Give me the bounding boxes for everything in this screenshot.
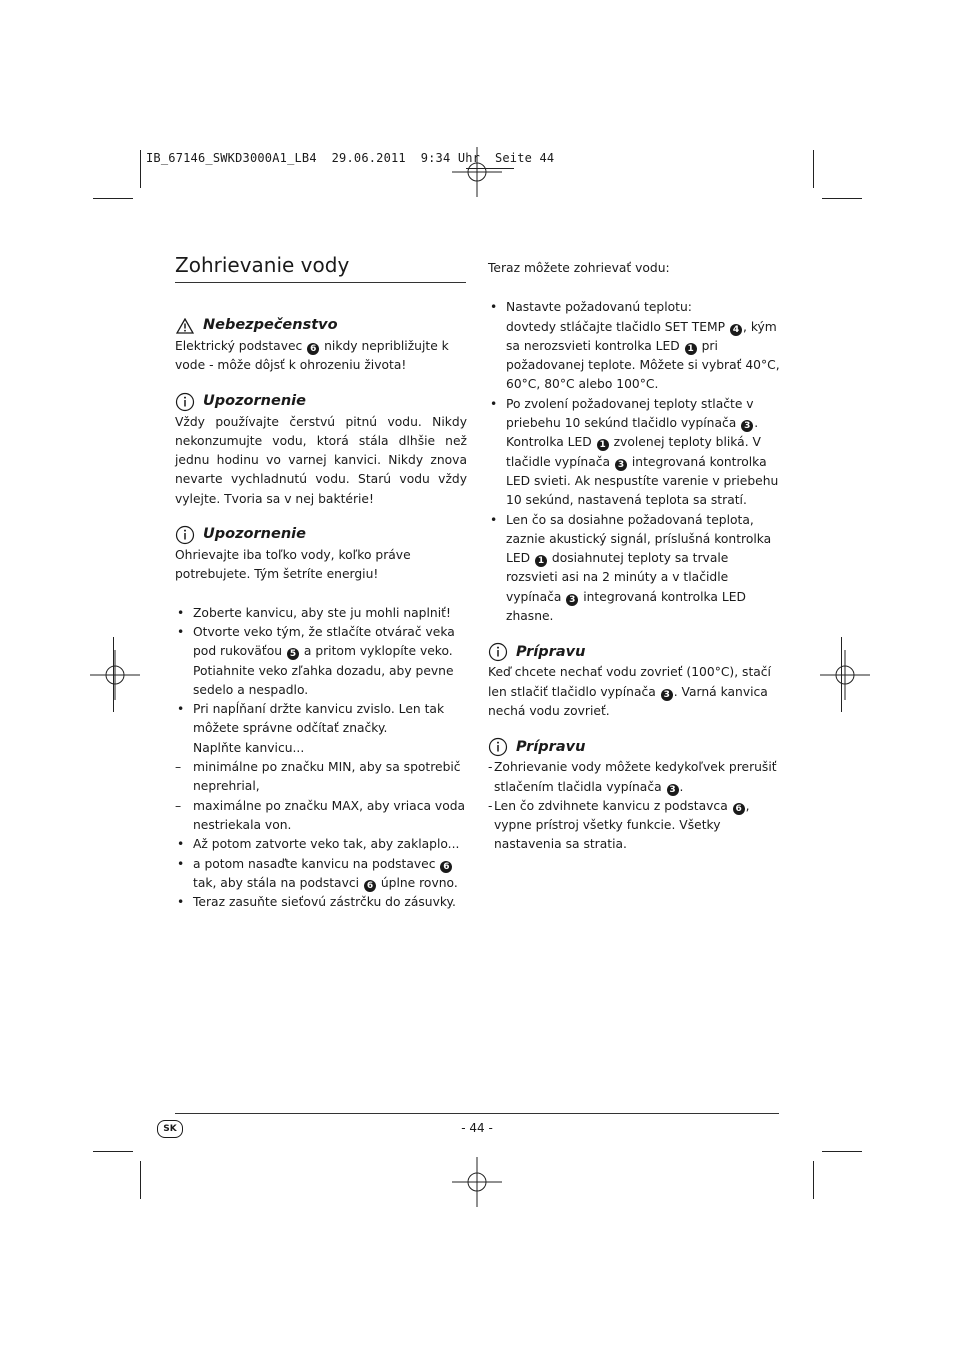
crop-mark <box>93 1151 133 1152</box>
crop-mark <box>140 1161 141 1199</box>
list-item: • Po zvolení požadovanej teploty stlačte v priebehu 10 sekúnd tlačidlo vypínača 3 . Kontrolka LED 1 zvolenej teploty bliká. V tlačidle vypínača 3 integrovaná kontrolka LED svieti. Ak nespustíte varenie v priebehu 10 sekúnd, nastavená teplota sa stratí. <box>488 395 780 511</box>
warning-triangle-icon <box>175 316 195 336</box>
list-item: - Len čo zdvihnete kanvicu z podstavca 6 , vypne prístroj všetky funkcie. Všetky nastavenia sa stratia. <box>488 797 780 855</box>
tip-heading <box>488 641 780 663</box>
list-item: • Otvorte veko tým, že stlačíte otvárač veka pod rukoväťou 5 a pritom vyklopíte veko. Potiahnite veko zľahka dozadu, aby pevne sedelo a nespadlo. <box>175 623 467 700</box>
list-item: – minimálne po značku MIN, aby sa spotrebič neprehrial, <box>175 758 467 797</box>
callout-number: 6 <box>733 803 745 815</box>
crop-mark <box>813 1161 814 1199</box>
list-item: - Zohrievanie vody môžete kedykoľvek prerušiť stlačením tlačidla vypínača 3 . <box>488 758 780 797</box>
tip-heading-text: Prípravu <box>516 738 586 755</box>
left-column <box>175 315 467 912</box>
callout-number: 4 <box>730 324 742 336</box>
page-number: - 44 - <box>461 1121 493 1135</box>
callout-number: 3 <box>566 594 578 606</box>
callout-number: 1 <box>597 439 609 451</box>
danger-text: Elektrický podstavec 6 nikdy nepribližujte k vode - môže dôjsť k ohrozeniu života! <box>175 339 449 373</box>
tip-heading <box>488 736 780 758</box>
title-rule <box>175 282 466 283</box>
callout-number: 1 <box>685 343 697 355</box>
callout-number: 3 <box>615 459 627 471</box>
steps-list <box>175 604 467 913</box>
crop-mark <box>113 637 114 712</box>
registration-crosshair-icon <box>820 650 870 700</box>
list-item: • Pri napĺňaní držte kanvicu zvislo. Len tak môžete správne odčítať značky. Naplňte kanvicu... <box>175 700 467 758</box>
language-badge: SK <box>157 1120 183 1138</box>
info-icon <box>175 392 195 412</box>
tip-heading-text: Prípravu <box>516 643 586 660</box>
list-item: • Zoberte kanvicu, aby ste ju mohli naplniť! <box>175 604 467 623</box>
intro-text: Teraz môžete zohrievať vodu: <box>488 261 670 275</box>
callout-number: 6 <box>440 861 452 873</box>
heating-steps-list <box>488 298 780 626</box>
crop-mark <box>822 1151 862 1152</box>
crop-mark <box>140 150 141 188</box>
crop-mark <box>841 637 842 712</box>
danger-heading <box>175 315 467 337</box>
callout-number: 5 <box>287 648 299 660</box>
callout-number: 3 <box>741 420 753 432</box>
note-heading-text: Upozornenie <box>203 526 306 543</box>
crop-mark <box>822 198 862 199</box>
note-heading <box>175 391 467 413</box>
page-title: Zohrievanie vody <box>175 253 350 277</box>
registration-crosshair-icon <box>90 650 140 700</box>
list-item: • Nastavte požadovanú teplotu: dovtedy stláčajte tlačidlo SET TEMP 4 , kým sa nerozsvieti kontrolka LED 1 pri požadovanej teplote. Môžete si vybrať 40°C, 60°C, 80°C alebo 100°C. <box>488 298 780 394</box>
list-item: • a potom nasaďte kanvicu na podstavec 6 tak, aby stála na podstavci 6 úplne rovno. <box>175 855 467 894</box>
list-item: – maximálne po značku MAX, aby vriaca voda nestriekala von. <box>175 797 467 836</box>
right-column <box>488 259 780 855</box>
note-text: Vždy používajte čerstvú pitnú vodu. Nikdy nekonzumujte vodu, ktorá stála dlhšie než jednu hodinu vo varnej kanvici. Nikdy znova nevarte vychladnutú vodu. Starú vodu vždy vylejte. Tvoria sa v nej baktérie! <box>175 414 467 506</box>
tip-list <box>488 758 780 854</box>
tip-text: Keď chcete nechať vodu zovrieť (100°C), stačí len stlačiť tlačidlo vypínača 3 . Varná kanvica nechá vodu zovrieť. <box>488 665 771 718</box>
list-item: • Teraz zasuňte sieťovú zástrčku do zásuvky. <box>175 893 467 912</box>
info-icon <box>488 642 508 662</box>
callout-number: 6 <box>364 880 376 892</box>
info-icon <box>175 525 195 545</box>
crop-mark <box>93 198 133 199</box>
callout-number: 1 <box>535 555 547 567</box>
info-icon <box>488 737 508 757</box>
list-item: • Len čo sa dosiahne požadovaná teplota, zaznie akustický signál, príslušná kontrolka LED 1 dosiahnutej teploty sa trvale rozsvieti asi na 2 minúty a v tlačidle vypínača 3 integrovaná kontrolka LED zhasne. <box>488 511 780 627</box>
danger-heading-text: Nebezpečenstvo <box>203 317 338 334</box>
note-heading <box>175 524 467 546</box>
callout-number: 3 <box>667 784 679 796</box>
footer-rule <box>175 1113 779 1114</box>
registration-crosshair-icon <box>452 1157 502 1207</box>
slug-underline <box>466 168 514 169</box>
list-item: • Až potom zatvorte veko tak, aby zaklaplo... <box>175 835 467 854</box>
note-heading-text: Upozornenie <box>203 392 306 409</box>
note-text: Ohrievajte iba toľko vody, koľko práve potrebujete. Tým šetríte energiu! <box>175 548 411 582</box>
crop-mark <box>813 150 814 188</box>
callout-number: 3 <box>661 689 673 701</box>
print-slug: IB_67146_SWKD3000A1_LB4 29.06.2011 9:34 Uhr Seite 44 <box>146 151 555 165</box>
callout-number: 6 <box>307 343 319 355</box>
